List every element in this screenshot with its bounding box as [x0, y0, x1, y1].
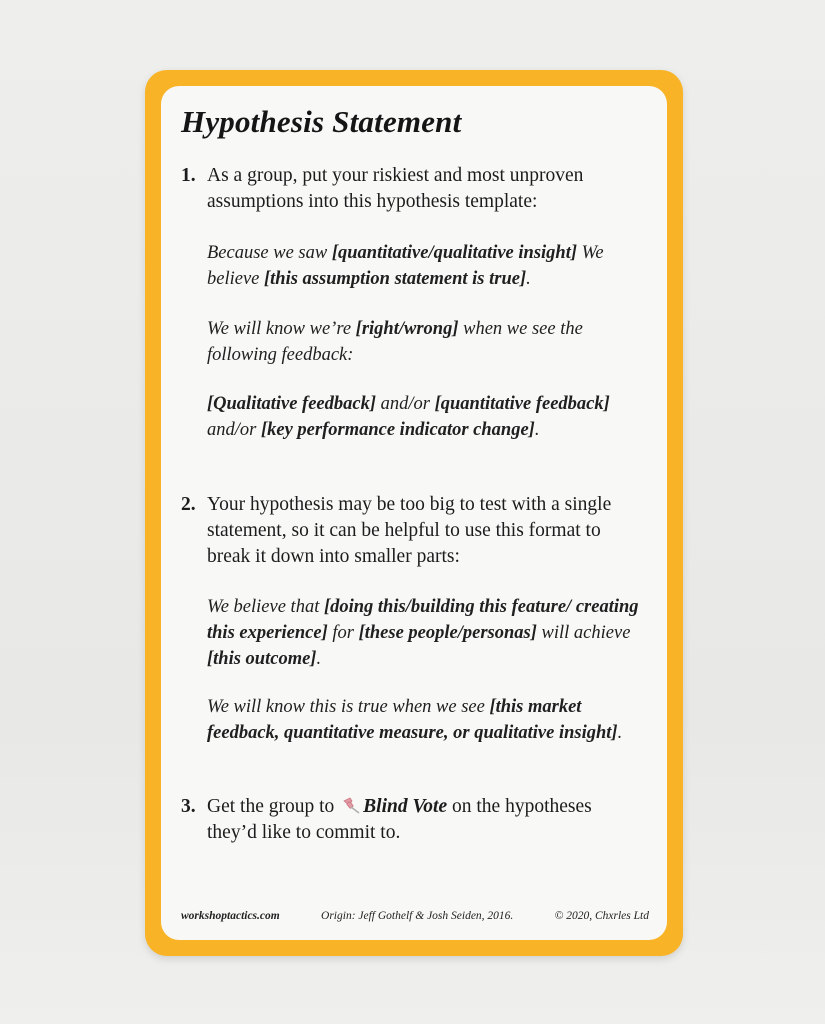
template-text: .	[534, 420, 540, 440]
pushpin-icon	[341, 797, 361, 815]
template-text: when we see the following feedback:	[207, 319, 583, 365]
footer-origin: Origin: Jeff Gothelf & Josh Seiden, 2016.	[321, 910, 514, 922]
step-3-number: 3.	[181, 796, 196, 817]
template-text: .	[316, 649, 322, 669]
template-text: .	[526, 269, 531, 289]
step-2-text: Your hypothesis may be too big to test with a single statement, so it can be helpful to use this format to break it down into smaller parts:	[207, 494, 612, 567]
card	[145, 70, 683, 956]
template-text: will achieve	[536, 623, 631, 643]
template-placeholder: [quantitative feedback]	[434, 394, 610, 414]
template-placeholder: [right/wrong]	[355, 319, 459, 339]
template-placeholder: [this market feedback, quantitative measure, or qualitative insight]	[207, 697, 618, 743]
template-text: .	[617, 723, 623, 743]
template-text: We believe that	[207, 597, 324, 617]
template-text: We will know this is true when we see	[207, 697, 490, 717]
template-placeholder: [doing this/building this feature/ creating this experience]	[207, 597, 639, 643]
step-3	[181, 794, 641, 846]
blind-vote-link: Blind Vote	[363, 796, 448, 817]
footer-website: workshoptactics.com	[181, 910, 280, 922]
template-placeholder: [this outcome]	[207, 649, 317, 669]
template-text: Because we saw	[207, 243, 332, 263]
template-text: We believe	[207, 243, 604, 289]
card-face	[161, 86, 667, 940]
step-3-text-before: Get the group to	[207, 796, 340, 817]
step-2-template-2	[207, 694, 657, 746]
card-footer	[181, 910, 649, 922]
template-text: for	[327, 623, 359, 643]
template-placeholder: [this assumption statement is true]	[264, 269, 527, 289]
step-3-text-after: on the hypotheses they’d like to commit to.	[207, 796, 592, 843]
step-3-text	[207, 794, 641, 846]
template-placeholder: [these people/personas]	[358, 623, 537, 643]
template-text: and/or	[207, 420, 261, 440]
template-placeholder: [key performance indicator change]	[260, 420, 535, 440]
step-1-text: As a group, put your riskiest and most unproven assumptions into this hypothesis template:	[207, 165, 584, 212]
step-2-number: 2.	[181, 494, 196, 515]
template-text: and/or	[376, 394, 435, 414]
footer-copyright: © 2020, Chxrles Ltd	[554, 910, 649, 922]
template-placeholder: [Qualitative feedback]	[207, 394, 377, 414]
step-1-template-1	[207, 240, 657, 292]
card-title: Hypothesis Statement	[181, 104, 462, 139]
template-text: We will know we’re	[207, 319, 356, 339]
step-1-template-2	[207, 316, 657, 368]
step-2-template-1	[207, 594, 657, 672]
template-placeholder: [quantitative/qualitative insight]	[331, 243, 578, 263]
step-1	[181, 163, 641, 215]
step-1-template-3	[207, 391, 657, 443]
step-2	[181, 492, 641, 570]
step-1-number: 1.	[181, 165, 196, 186]
